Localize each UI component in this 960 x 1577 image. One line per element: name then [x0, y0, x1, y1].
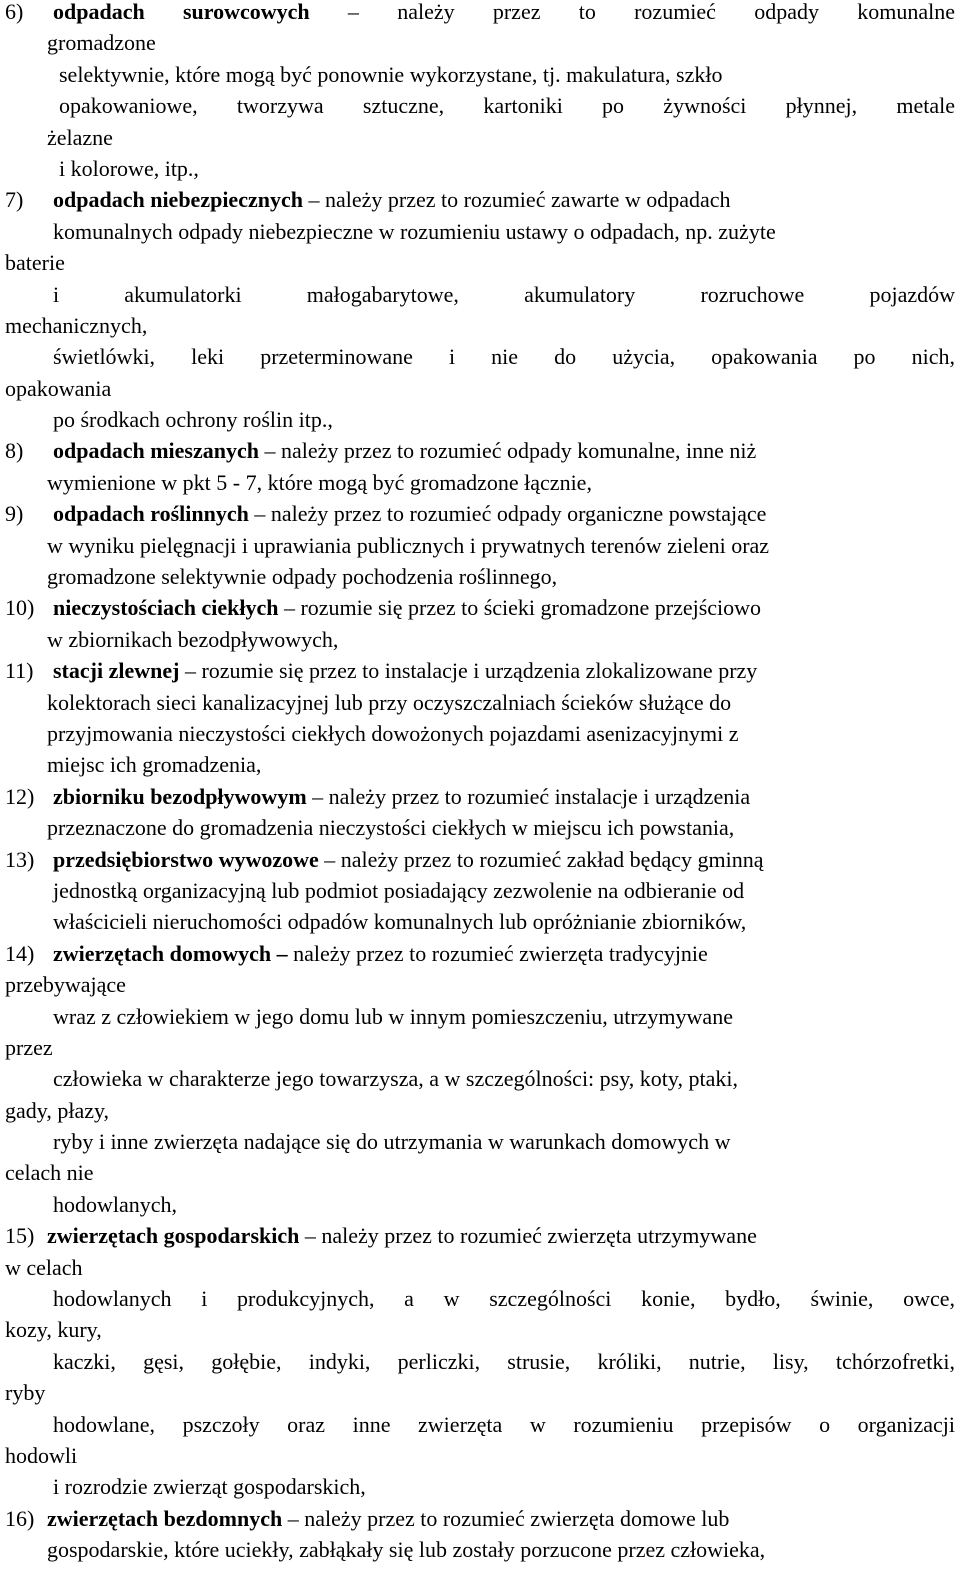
text-line	[5, 1095, 955, 1126]
text-line	[5, 373, 955, 404]
text-line	[5, 467, 955, 498]
definition-text: przez	[5, 1034, 53, 1060]
text-line	[5, 279, 955, 310]
definition-text: – należy przez to rozumieć instalacje i urządzenia	[306, 783, 751, 809]
text-line	[5, 718, 955, 749]
item-number: 13)	[5, 846, 35, 872]
text-line	[5, 1314, 955, 1345]
definition-text: miejsc ich gromadzenia,	[47, 752, 262, 778]
item-number: 7)	[5, 187, 24, 213]
definition-text: ryby i inne zwierzęta nadające się do utrzymania w warunkach domowych w	[53, 1129, 731, 1155]
definition-text: kozy, kury,	[5, 1317, 102, 1343]
definition-item	[5, 435, 955, 466]
definition-text: – należy przez to rozumieć zawarte w odpadach	[302, 187, 731, 213]
definition-text: i kolorowe, itp.,	[59, 155, 199, 181]
item-number: 14)	[5, 940, 35, 966]
text-line	[5, 530, 955, 561]
defined-term: zwierzętach gospodarskich	[47, 1223, 300, 1249]
defined-term: odpadach roślinnych	[53, 501, 249, 527]
defined-term: odpadach niebezpiecznych	[53, 187, 303, 213]
text-line	[5, 1283, 955, 1314]
item-number: 8)	[5, 438, 24, 464]
definition-text: należy przez to rozumieć zwierzęta tradycyjnie	[287, 940, 708, 966]
text-line	[5, 1252, 955, 1283]
text-line	[5, 216, 955, 247]
text-line	[5, 153, 955, 184]
item-number: 12)	[5, 783, 35, 809]
text-line	[5, 687, 955, 718]
defined-term: odpadach mieszanych	[53, 438, 259, 464]
definition-item	[5, 498, 955, 529]
item-number: 16)	[5, 1505, 35, 1531]
definition-text: gady, płazy,	[5, 1097, 110, 1123]
definition-text: – należy przez to rozumieć zakład będący gminną	[318, 846, 764, 872]
text-line	[5, 122, 955, 153]
definition-text: – należy przez to rozumieć zwierzęta utrzymywane	[299, 1223, 757, 1249]
text-line	[5, 906, 955, 937]
definition-text: przeznaczone do gromadzenia nieczystości ciekłych w miejscu ich powstania,	[47, 815, 735, 841]
definition-text: w zbiornikach bezodpływowych,	[47, 626, 339, 652]
defined-term: nieczystościach ciekłych	[53, 595, 279, 621]
definition-text: w wyniku pielęgnacji i uprawiania publicznych i prywatnych terenów zieleni oraz	[47, 532, 770, 558]
definition-item	[5, 844, 955, 875]
definition-item	[5, 655, 955, 686]
item-number: 9)	[5, 501, 24, 527]
definition-text: opakowaniowe, tworzywa sztuczne, kartoniki po żywności płynnej, metale	[59, 93, 955, 119]
text-line	[5, 1189, 955, 1220]
definition-text: wraz z człowiekiem w jego domu lub w innym pomieszczeniu, utrzymywane	[53, 1003, 733, 1029]
text-line	[5, 1534, 955, 1565]
definition-text: gospodarskie, które uciekły, zabłąkały się lub zostały porzucone przez człowieka,	[47, 1537, 766, 1563]
definition-text: hodowlanych,	[53, 1191, 178, 1217]
text-line	[5, 404, 955, 435]
definition-text: mechanicznych,	[5, 312, 148, 338]
definition-text: po środkach ochrony roślin itp.,	[53, 407, 333, 433]
text-line	[5, 341, 955, 372]
text-line	[5, 749, 955, 780]
definition-text: baterie	[5, 250, 65, 276]
text-line	[5, 1126, 955, 1157]
definition-text: kolektorach sieci kanalizacyjnej lub przy oczyszczalniach ścieków służące do	[47, 689, 732, 715]
definition-text: właścicieli nieruchomości odpadów komunalnych lub opróżnianie zbiorników,	[53, 909, 747, 935]
defined-term: przedsiębiorstwo wywozowe	[53, 846, 319, 872]
definition-item	[5, 1220, 955, 1251]
text-line	[5, 1409, 955, 1440]
text-line	[5, 1157, 955, 1188]
text-line	[5, 90, 955, 121]
text-line	[5, 875, 955, 906]
text-line	[5, 624, 955, 655]
definition-item	[5, 1503, 955, 1534]
definition-item	[5, 938, 955, 969]
definition-text: selektywnie, które mogą być ponownie wykorzystane, tj. makulatura, szkło	[59, 61, 723, 87]
text-line	[5, 812, 955, 843]
definition-text: i rozrodzie zwierząt gospodarskich,	[53, 1474, 366, 1500]
definition-text: – należy przez to rozumieć zwierzęta domowe lub	[282, 1505, 730, 1531]
text-line	[5, 59, 955, 90]
item-number: 15)	[5, 1223, 35, 1249]
text-line	[5, 1440, 955, 1471]
definition-text: gromadzone selektywnie odpady pochodzenia roślinnego,	[47, 564, 558, 590]
definition-text: opakowania	[5, 375, 112, 401]
defined-term: zwierzętach domowych –	[53, 940, 288, 966]
definition-text: świetlówki, leki przeterminowane i nie do użycia, opakowania po nich,	[53, 344, 955, 370]
text-line	[5, 27, 955, 58]
definition-text: wymienione w pkt 5 - 7, które mogą być gromadzone łącznie,	[47, 469, 592, 495]
definition-text: przyjmowania nieczystości ciekłych dowożonych pojazdami asenizacyjnymi z	[47, 720, 739, 746]
definition-text: – należy przez to rozumieć odpady komunalne, inne niż	[258, 438, 757, 464]
definition-text: – należy przez to rozumieć odpady komunalne	[309, 0, 955, 24]
text-line	[5, 1001, 955, 1032]
text-line	[5, 1471, 955, 1502]
definition-text: celach nie	[5, 1160, 94, 1186]
definition-text: przebywające	[5, 972, 126, 998]
text-line	[5, 247, 955, 278]
definition-text: hodowli	[5, 1442, 78, 1468]
definition-text: w celach	[5, 1254, 83, 1280]
definition-item	[5, 184, 955, 215]
item-number: 11)	[5, 658, 34, 684]
defined-term: odpadach surowcowych	[53, 0, 310, 24]
document-page	[5, 0, 955, 1566]
definition-text: hodowlane, pszczoły oraz inne zwierzęta w rozumieniu przepisów o organizacji	[53, 1411, 955, 1437]
definition-item	[5, 0, 955, 27]
text-line	[5, 561, 955, 592]
text-line	[5, 1377, 955, 1408]
definition-text: komunalnych odpady niebezpieczne w rozumieniu ustawy o odpadach, np. zużyte	[53, 218, 776, 244]
text-line	[5, 1032, 955, 1063]
definition-text: człowieka w charakterze jego towarzysza, a w szczególności: psy, koty, ptaki,	[53, 1066, 738, 1092]
text-line	[5, 969, 955, 1000]
definition-text: żelazne	[47, 124, 113, 150]
text-line	[5, 1063, 955, 1094]
text-line	[5, 310, 955, 341]
defined-term: zwierzętach bezdomnych	[47, 1505, 283, 1531]
definition-text: hodowlanych i produkcyjnych, a w szczególności konie, bydło, świnie, owce,	[53, 1286, 955, 1312]
definition-item	[5, 592, 955, 623]
definition-text: – rozumie się przez to ścieki gromadzone przejściowo	[278, 595, 762, 621]
defined-term: stacji zlewnej	[53, 658, 180, 684]
definition-text: ryby	[5, 1380, 46, 1406]
definition-text: kaczki, gęsi, gołębie, indyki, perliczki, strusie, króliki, nutrie, lisy, tchórzofretki,	[53, 1348, 955, 1374]
definition-text: – rozumie się przez to instalacje i urządzenia zlokalizowane przy	[179, 658, 758, 684]
definition-text: – należy przez to rozumieć odpady organiczne powstające	[248, 501, 767, 527]
defined-term: zbiorniku bezodpływowym	[53, 783, 307, 809]
item-number: 10)	[5, 595, 35, 621]
definition-item	[5, 781, 955, 812]
item-number: 6)	[5, 0, 24, 24]
text-line	[5, 1346, 955, 1377]
definition-text: i akumulatorki małogabarytowe, akumulatory rozruchowe pojazdów	[53, 281, 955, 307]
definition-text: jednostką organizacyjną lub podmiot posiadający zezwolenie na odbieranie od	[53, 877, 745, 903]
definition-text: gromadzone	[47, 30, 156, 56]
